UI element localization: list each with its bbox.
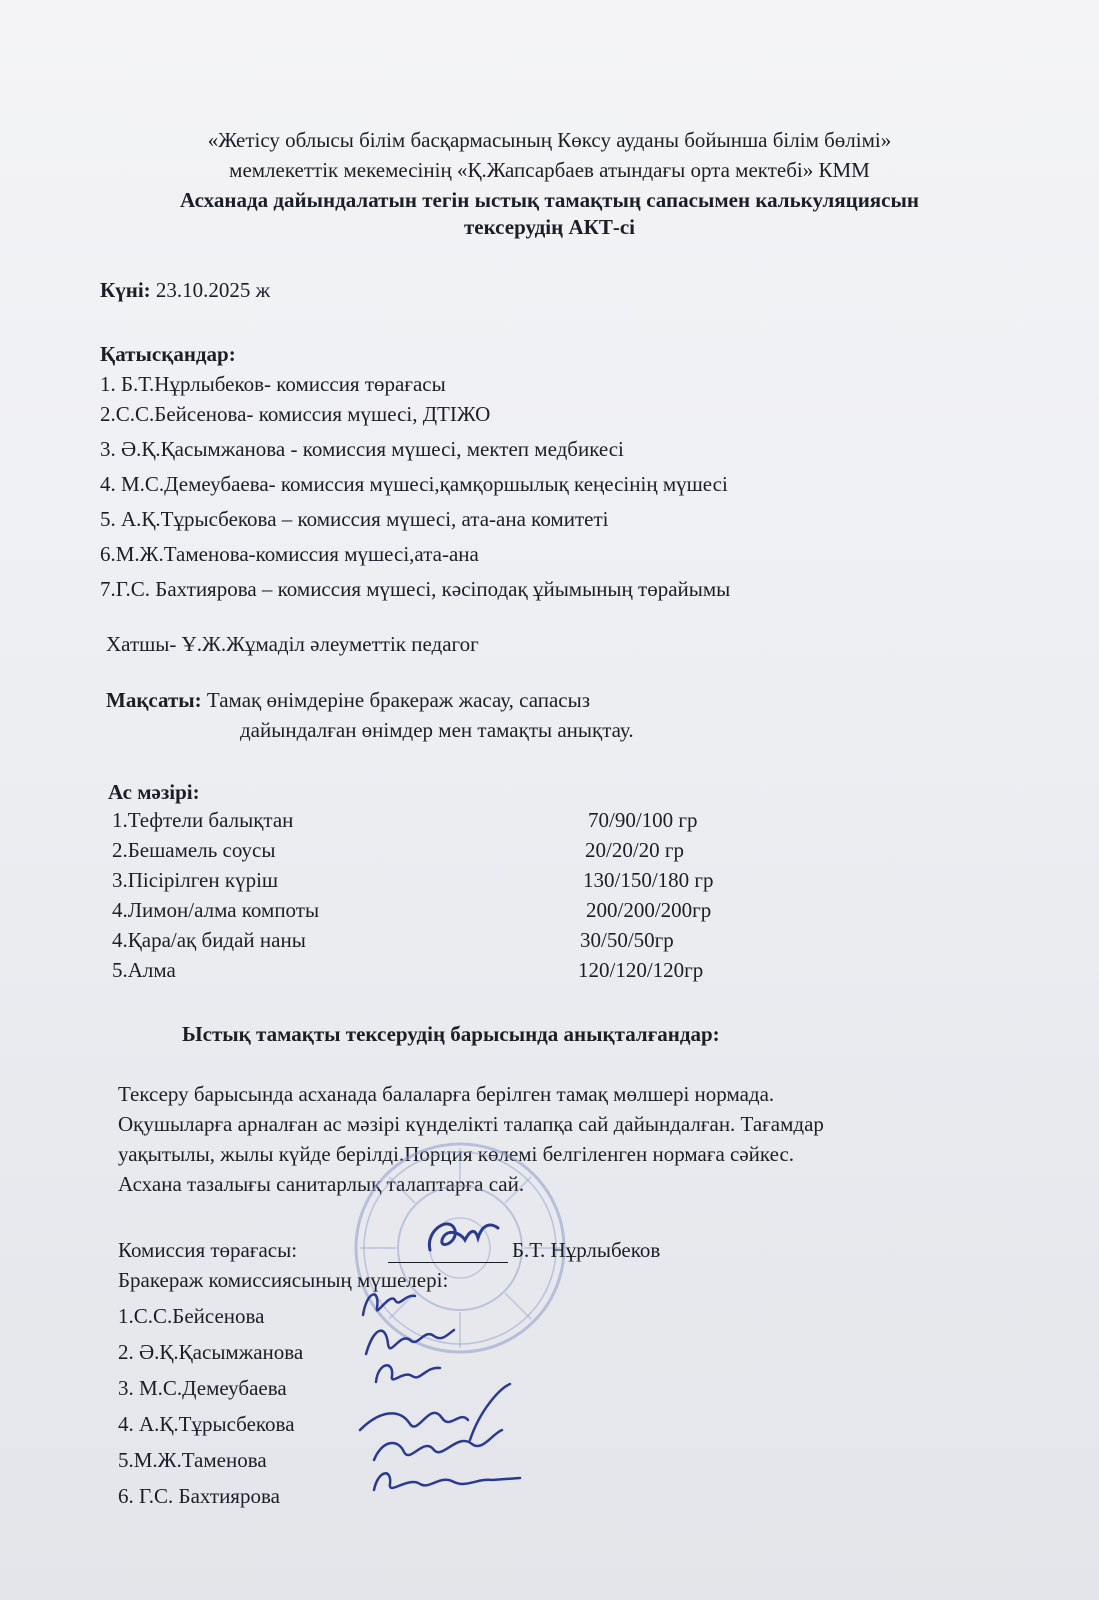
participant-item: 3. Ә.Қ.Қасымжанова - комиссия мүшесі, мектеп медбикесі [100, 437, 624, 461]
menu-item-qty: 70/90/100 гр [588, 808, 698, 832]
menu-item-name: 3.Пісірілген күріш [112, 868, 279, 892]
menu-item-name: 4.Лимон/алма компоты [112, 898, 320, 922]
chair-signature [420, 1210, 510, 1260]
date-value: 23.10.2025 ж [155, 278, 271, 302]
member-name: 1.С.С.Бейсенова [118, 1304, 265, 1328]
participant-item: 5. А.Қ.Тұрысбекова – комиссия мүшесі, ата-ана комитеті [100, 507, 609, 531]
participant-item: 7.Г.С. Бахтиярова – комиссия мүшесі, кәсіподақ ұйымының төрайымы [100, 577, 731, 601]
menu-item-name: 1.Тефтели балықтан [112, 808, 294, 832]
findings-line: Тексеру барысында асханада балаларға берілген тамақ мөлшері нормада. [118, 1082, 775, 1106]
member-signature [368, 1456, 528, 1506]
header-line-2: мемлекеттік мекемесінің «Қ.Жапсарбаев атындағы орта мектебі» КММ [229, 158, 870, 182]
findings-line: Асхана тазалығы санитарлық талаптарға сай. [118, 1172, 525, 1196]
member-name: 3. М.С.Демеубаева [118, 1376, 287, 1400]
document-title-line-1: Асханада дайындалатын тегін ыстық тамақтың сапасымен калькуляциясын [180, 188, 919, 212]
member-name: 5.М.Ж.Таменова [118, 1448, 267, 1472]
participant-item: 2.С.С.Бейсенова- комиссия мүшесі, ДТІЖО [100, 402, 491, 426]
members-label: Бракераж комиссиясының мүшелері: [118, 1268, 449, 1292]
menu-label: Ас мәзірі: [108, 780, 200, 804]
chair-signature-label: Комиссия төрағасы: [118, 1238, 298, 1262]
participant-item: 6.М.Ж.Таменова-комиссия мүшесі,ата-ана [100, 542, 479, 566]
menu-item-name: 2.Бешамель соусы [112, 838, 276, 862]
date-label: Күні: [100, 278, 151, 302]
secretary-line: Хатшы- Ұ.Ж.Жұмаділ әлеуметтік педагог [106, 632, 479, 656]
menu-item-qty: 20/20/20 гр [585, 838, 685, 862]
document-title-line-2: тексерудің АКТ-сі [463, 215, 636, 239]
purpose-line-2: дайындалған өнімдер мен тамақты анықтау. [240, 718, 634, 742]
participant-item: 4. М.С.Демеубаева- комиссия мүшесі,қамқоршылық кеңесінің мүшесі [100, 472, 728, 496]
participant-item: 1. Б.Т.Нұрлыбеков- комиссия төрағасы [100, 372, 446, 396]
menu-item-qty: 200/200/200гр [586, 898, 712, 922]
signature-underline [388, 1262, 508, 1263]
member-name: 2. Ә.Қ.Қасымжанова [118, 1340, 304, 1364]
menu-item-name: 4.Қара/ақ бидай наны [112, 928, 306, 952]
header-line-1: «Жетісу облысы білім басқармасының Көксу ауданы бойынша білім бөлімі» [207, 128, 892, 152]
purpose-row [106, 686, 590, 714]
menu-item-name: 5.Алма [112, 958, 176, 982]
member-name: 6. Г.С. Бахтиярова [118, 1484, 280, 1508]
member-name: 4. А.Қ.Тұрысбекова [118, 1412, 295, 1436]
findings-line: уақытылы, жылы күйде берілді.Порция көлемі белгіленген нормаға сәйкес. [118, 1142, 795, 1166]
purpose-line-1: Тамақ өнімдеріне бракераж жасау, сапасыз [206, 688, 591, 712]
purpose-label: Мақсаты: [106, 688, 202, 712]
participants-label: Қатысқандар: [100, 342, 236, 366]
menu-item-qty: 130/150/180 гр [583, 868, 714, 892]
date-row [100, 276, 270, 304]
findings-line: Оқушыларға арналған ас мәзірі күнделікті талапқа сай дайындалған. Тағамдар [118, 1112, 824, 1136]
chair-signature-name: Б.Т. Нұрлыбеков [512, 1238, 661, 1262]
menu-item-qty: 120/120/120гр [578, 958, 704, 982]
findings-heading: Ыстық тамақты тексерудің барысында анықталғандар: [182, 1022, 720, 1046]
menu-item-qty: 30/50/50гр [580, 928, 674, 952]
